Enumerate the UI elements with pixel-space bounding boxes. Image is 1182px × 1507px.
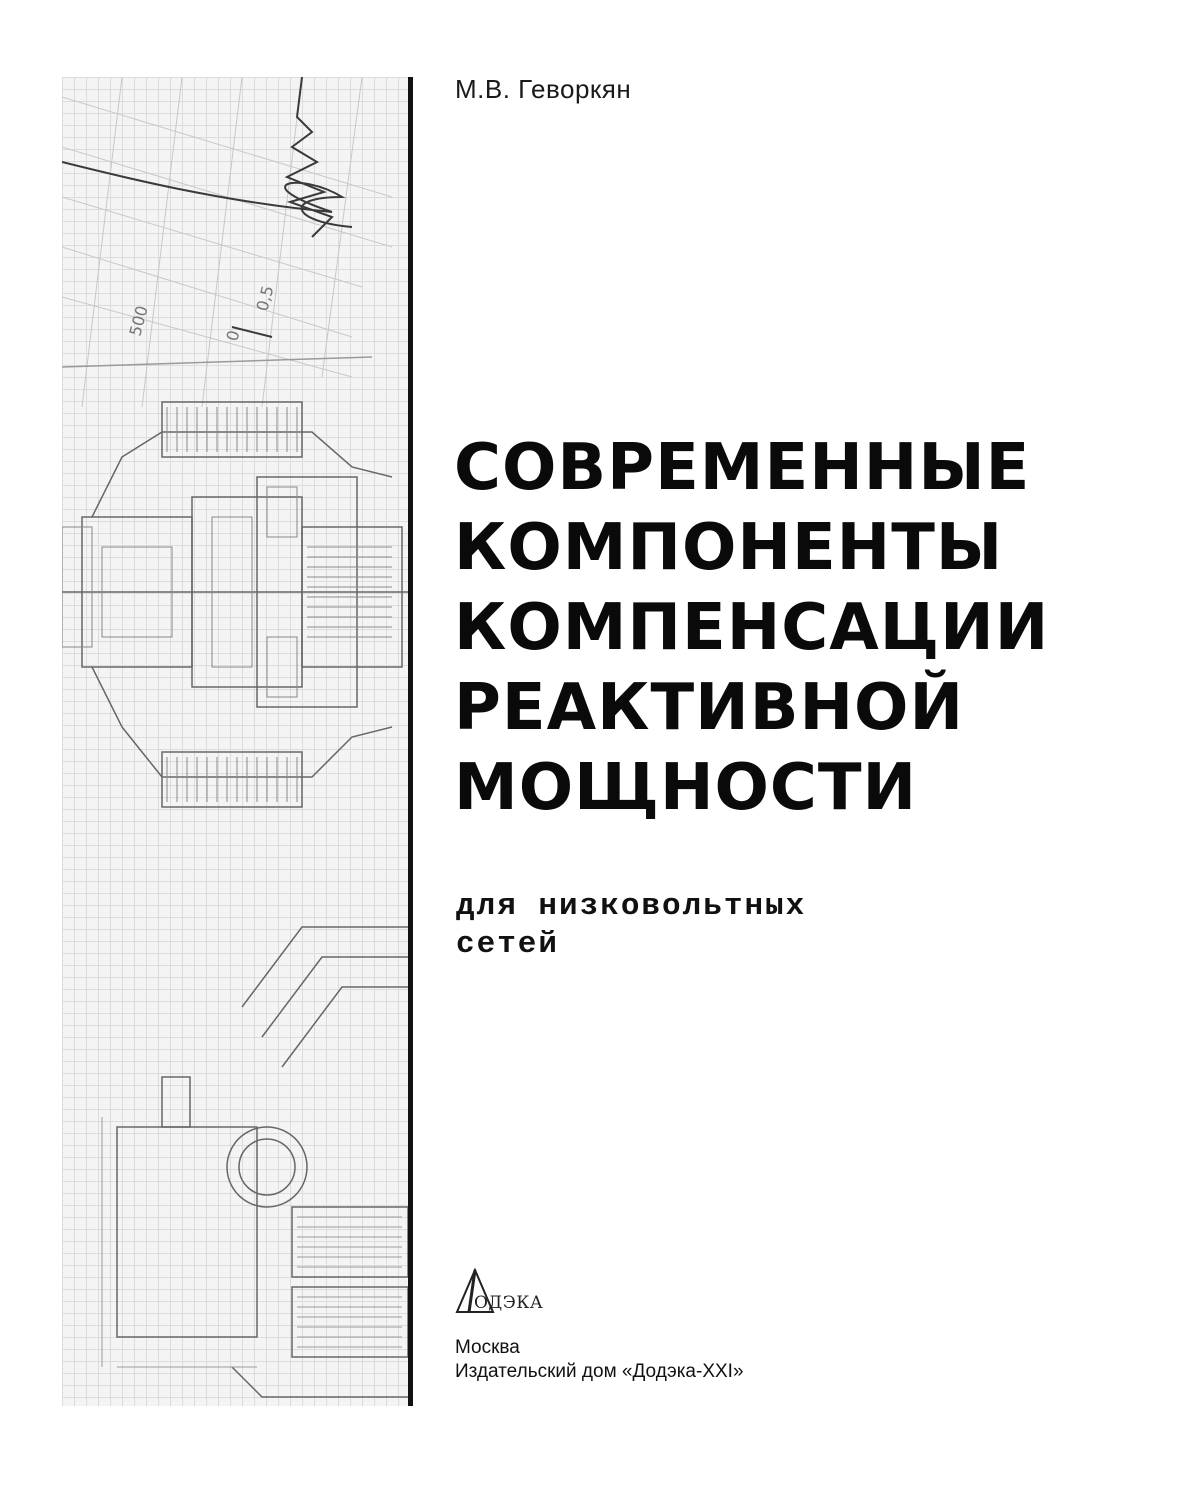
cover-technical-drawing [62, 77, 408, 1406]
technical-drawing-illustration [62, 77, 408, 1406]
publisher-city: Москва [455, 1337, 520, 1358]
book-subtitle [456, 888, 1056, 964]
chart-label-0-5: 0,5 [252, 283, 278, 314]
vertical-divider [408, 77, 413, 1406]
subtitle-line: для низковольтных [456, 889, 807, 924]
logo-text: ОДЭКА [474, 1293, 544, 1313]
title-line: РЕАКТИВНОЙ [454, 671, 964, 745]
title-line: МОЩНОСТИ [454, 751, 918, 825]
title-line: КОМПОНЕНТЫ [454, 511, 1004, 585]
title-line: СОВРЕМЕННЫЕ [454, 431, 1031, 505]
chart-label-0: 0 [222, 328, 244, 344]
subtitle-line: сетей [456, 927, 560, 962]
title-line: КОМПЕНСАЦИИ [454, 591, 1050, 665]
publisher-name: Издательский дом «Додэка-XXI» [455, 1361, 744, 1382]
author-name: М.В. Геворкян [455, 74, 632, 104]
book-title [454, 428, 1154, 828]
chart-label-500: 500 [125, 303, 152, 339]
